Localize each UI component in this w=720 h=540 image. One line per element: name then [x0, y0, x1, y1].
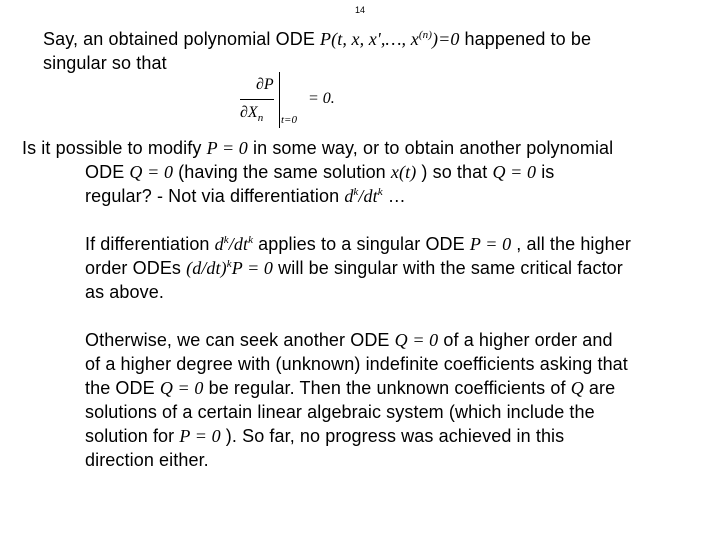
evaluation-bar	[279, 72, 280, 128]
para2-line-2: order ODEs $(d/dt)^kP = 0$ will be singular with the same critical factor	[85, 258, 623, 278]
para3-line-6: direction either.	[85, 450, 209, 470]
question-line-2: ODE Q = 0 (having the same solution x(t) ) so that Q = 0 is	[85, 162, 555, 182]
para2-line-3: as above.	[85, 282, 164, 302]
intro-line-2: singular so that	[43, 53, 167, 73]
formula-rhs: = 0.	[308, 90, 335, 107]
para3-line-4: solutions of a certain linear algebraic system (which include the	[85, 402, 595, 422]
intro-line-1	[43, 28, 591, 50]
ode-expression: P(t, x, x',…, $x^{(n)})=0$	[320, 29, 460, 49]
partial-derivative-formula	[240, 72, 380, 132]
question-line-1: Is it possible to modify P = 0 in some way, or to obtain another polynomial	[22, 138, 614, 158]
page-number: 14	[354, 5, 365, 15]
evaluation-point: t=0	[281, 114, 297, 126]
para3-line-3: the ODE Q = 0 be regular. Then the unknown coefficients of Q are	[85, 378, 616, 398]
question-line-3: regular? - Not via differentiation $d^k/dt^k$ …	[85, 186, 406, 206]
para2-line-1: If differentiation $d^k/dt^k$ applies to a singular ODE P = 0 , all the higher	[85, 234, 631, 254]
fraction-denominator: $\partial X_n$	[240, 104, 264, 124]
para3-line-1: Otherwise, we can seek another ODE Q = 0 of a higher order and	[85, 330, 613, 350]
intro-tail: happened to be	[459, 29, 592, 49]
fraction-bar	[240, 99, 274, 100]
fraction-numerator: ∂P	[256, 76, 274, 93]
para3-line-5: solution for P = 0 ). So far, no progress was achieved in this	[85, 426, 565, 446]
intro-text: Say, an obtained polynomial ODE	[43, 29, 321, 49]
para3-line-2: of a higher degree with (unknown) indefinite coefficients asking that	[85, 354, 628, 374]
